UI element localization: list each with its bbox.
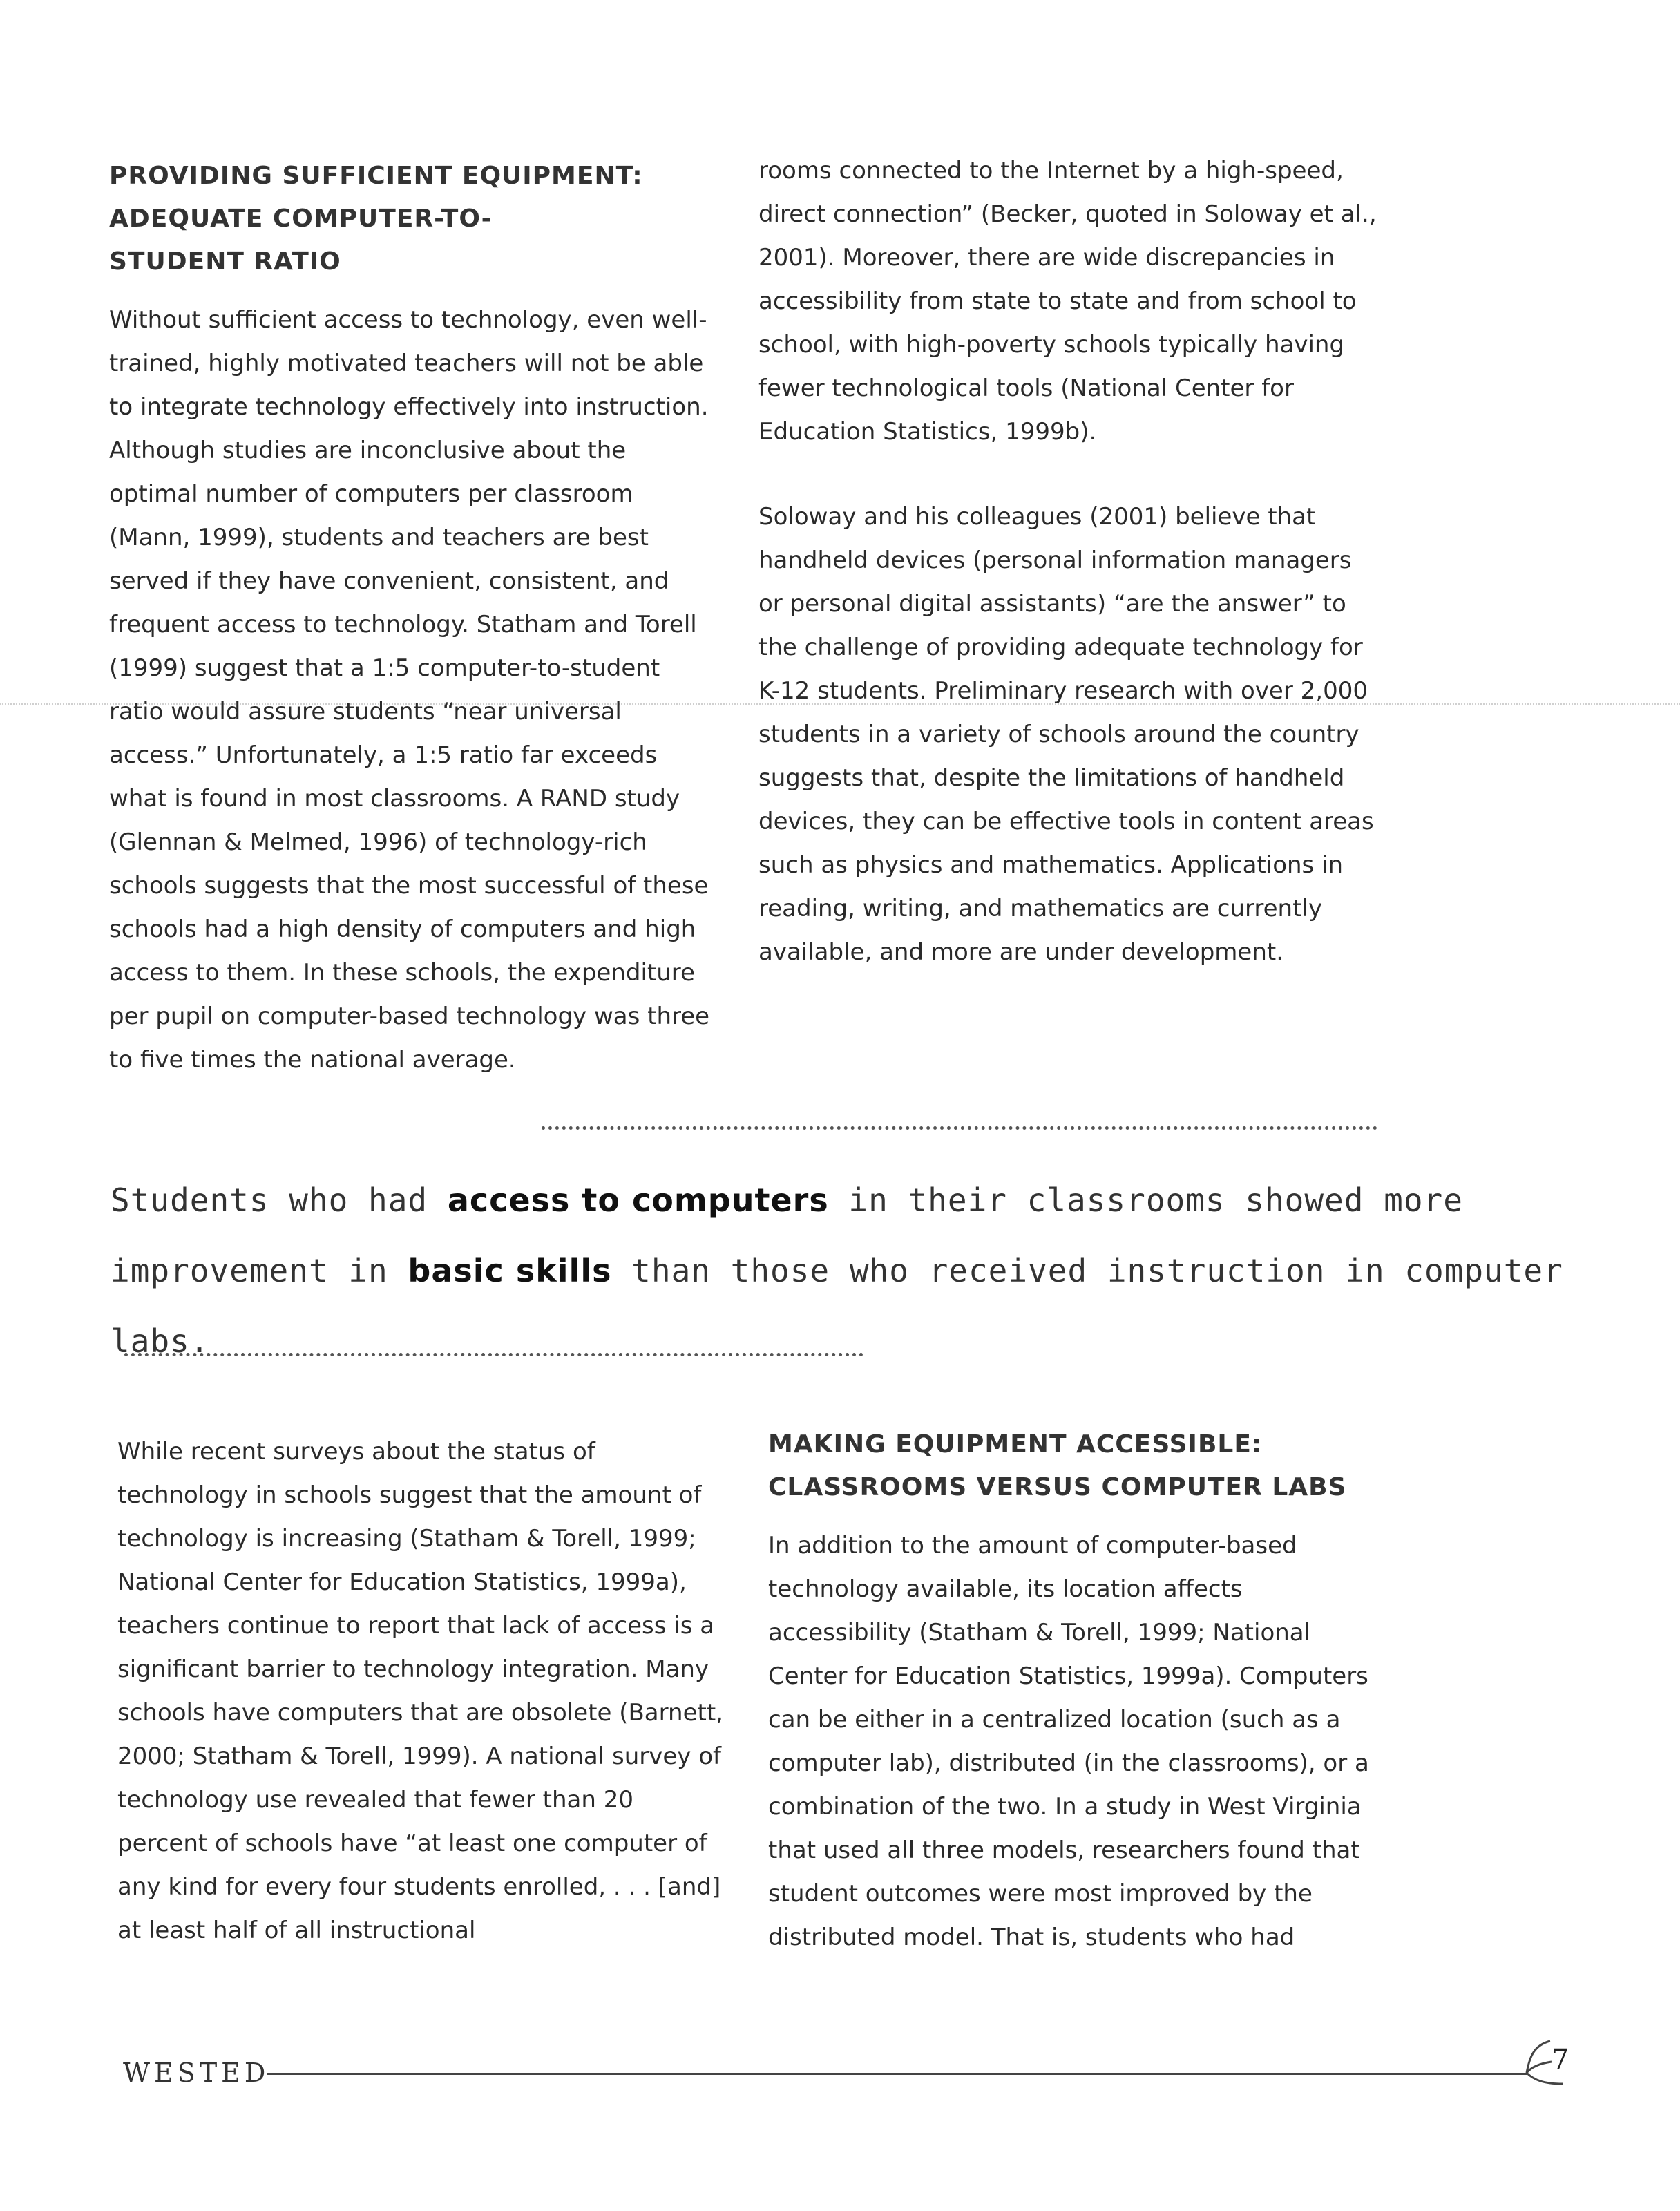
body-paragraph: While recent surveys about the status of technology in schools suggest that the amount of technology is increasing (Statham & Torell, 1999; National Center for Education Statistics, 1999a), teachers continue to report that lack of access is a significant barrier to technology integration. Many schools have computers that are obsolete (Barnett, 2000; Statham & Torell, 1999). A national survey of technology use revealed that fewer than 20 percent of schools have “at least one computer of any kind for every four students enrolled, . . . [and] at least half of all instructional (117, 1438, 723, 1944)
pull-quote-text: in their classrooms showed more improvement in (111, 1182, 1463, 1289)
right-column-bottom (768, 1423, 1390, 1959)
body-paragraph: Soloway and his colleagues (2001) believe that handheld devices (personal information managers or personal digital assistants) “are the answer” to the challenge of providing adequate technology for K-12 students. Preliminary research with over 2,000 students in a variety of schools around the country suggests that, despite the limitations of handheld devices, they can be effective tools in content areas such as physics and mathematics. Applications in reading, writing, and mathematics are currently available, and more are under development. (758, 503, 1374, 966)
section-heading-accessible: MAKING EQUIPMENT ACCESSIBLE: CLASSROOMS VERSUS COMPUTER LABS (768, 1430, 1347, 1501)
body-paragraph: rooms connected to the Internet by a high-speed, direct connection” (Becker, quoted in Soloway et al., 2001). Moreover, there are wide discrepancies in accessibility from state to state and from school to school, with high-poverty schools typically having fewer technological tools (National Center for Education Statistics, 1999b). (758, 157, 1377, 446)
body-paragraph: Without sufficient access to technology, even well-trained, highly motivated teachers will not be able to integrate technology effectively into instruction. Although studies are inconclusive about the optimal number of computers per classroom (Mann, 1999), students and teachers are best served if they have convenient, consistent, and frequent access to technology. Statham and Torell (1999) suggest that a 1:5 computer-to-student ratio would assure students “near universal access.” Unfortunately, a 1:5 ratio far exceeds what is found in most classrooms. A RAND study (Glennan & Melmed, 1996) of technology-rich schools suggests that the most successful of these schools had a high density of computers and high access to them. In these schools, the expenditure per pupil on computer-based technology was three to five times the national average. (109, 306, 710, 1074)
section-heading-equipment: PROVIDING SUFFICIENT EQUIPMENT: ADEQUATE COMPUTER-TO- STUDENT RATIO (109, 162, 643, 276)
pull-quote-emphasis: access to computers (447, 1182, 829, 1219)
pull-quote-top-rule (542, 1126, 1377, 1130)
left-column-top (109, 155, 717, 1082)
right-column-top (758, 149, 1380, 974)
pull-quote (111, 1165, 1630, 1376)
footer-brand: WESTED (123, 2058, 270, 2088)
pull-quote-text: Students who had (111, 1182, 448, 1219)
pull-quote-bottom-rule (124, 1353, 863, 1356)
pull-quote-text: than those who received instruction in computer labs. (111, 1252, 1563, 1360)
footer-rule (267, 2073, 1527, 2075)
left-column-bottom (117, 1430, 725, 1953)
pull-quote-emphasis: basic skills (408, 1252, 612, 1289)
page-number: 7 (1552, 2044, 1569, 2076)
body-paragraph: In addition to the amount of computer-based technology available, its location affects accessibility (Statham & Torell, 1999; National Center for Education Statistics, 1999a). Computers can be either in a centralized location (such as a computer lab), distributed (in the classrooms), or a combination of the two. In a study in West Virginia that used all three models, researchers found that student outcomes were most improved by the distributed model. That is, students who had (768, 1532, 1369, 1951)
